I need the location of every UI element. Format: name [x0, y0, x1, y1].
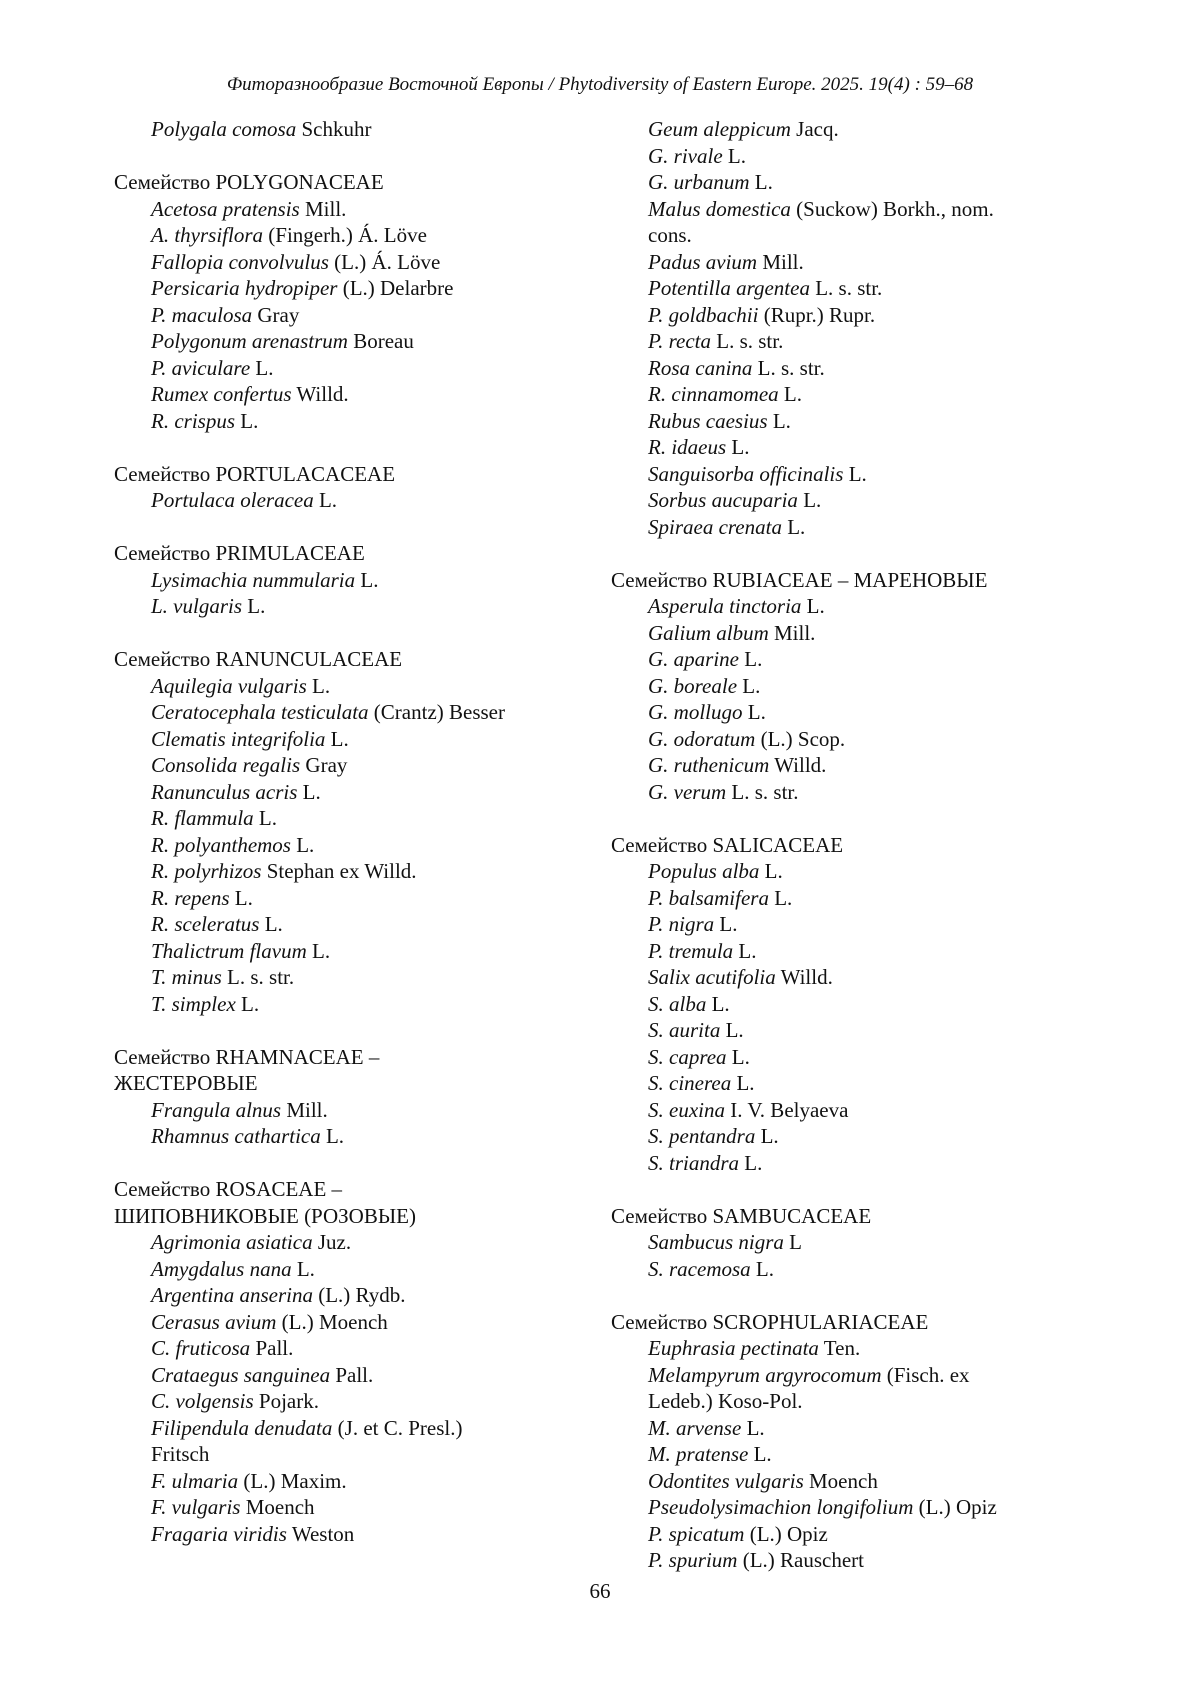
species-author: L.	[259, 806, 277, 830]
species-author: L.	[736, 1071, 754, 1095]
family-heading: Семейство ROSACEAE –	[114, 1176, 594, 1203]
species-author: Willd.	[781, 965, 833, 989]
species-entry	[611, 275, 1091, 302]
species-author: (L.) Moench	[282, 1310, 388, 1334]
species-author: Gray	[257, 303, 299, 327]
species-author: Willd.	[296, 382, 348, 406]
species-entry	[114, 1097, 594, 1124]
family-heading: Семейство RANUNCULACEAE	[114, 646, 594, 673]
species-entry	[611, 752, 1091, 779]
species-author: L.	[774, 886, 792, 910]
species-name: P. tremula	[648, 939, 733, 963]
species-name: Asperula tinctoria	[648, 594, 801, 618]
species-name: R. crispus	[151, 409, 235, 433]
left-column	[114, 116, 594, 1547]
species-entry	[611, 196, 1091, 223]
species-name: Clematis integrifolia	[151, 727, 325, 751]
species-author: (Rupr.) Rupr.	[764, 303, 875, 327]
species-author: L.	[319, 488, 337, 512]
species-name: Populus alba	[648, 859, 759, 883]
spacer	[611, 1282, 1091, 1309]
species-name: G. odoratum	[648, 727, 755, 751]
spacer	[114, 1150, 594, 1177]
species-author: L.	[247, 594, 265, 618]
species-name: Fallopia convolvulus	[151, 250, 329, 274]
species-author: L.	[738, 939, 756, 963]
species-author: L.	[241, 992, 259, 1016]
family-heading: Семейство RUBIACEAE – МАРЕНОВЫЕ	[611, 567, 1091, 594]
species-author: L.	[235, 886, 253, 910]
species-author: L.	[240, 409, 258, 433]
species-entry	[611, 911, 1091, 938]
species-name: F. ulmaria	[151, 1469, 238, 1493]
species-author: (Fingerh.) Á. Löve	[268, 223, 427, 247]
species-name: L. vulgaris	[151, 594, 242, 618]
species-entry	[114, 1282, 594, 1309]
species-name: T. minus	[151, 965, 222, 989]
species-entry	[114, 275, 594, 302]
species-entry	[611, 169, 1091, 196]
species-entry	[114, 1335, 594, 1362]
species-author: L.	[784, 382, 802, 406]
species-author: L.	[773, 409, 791, 433]
species-entry	[611, 673, 1091, 700]
family-heading: Семейство RHAMNACEAE –	[114, 1044, 594, 1071]
species-name: Aquilegia vulgaris	[151, 674, 307, 698]
species-name: S. aurita	[648, 1018, 720, 1042]
species-author: Moench	[809, 1469, 878, 1493]
species-name: P. maculosa	[151, 303, 252, 327]
species-author: Pojark.	[259, 1389, 319, 1413]
species-author: Ledeb.) Koso-Pol.	[648, 1389, 803, 1413]
species-entry	[611, 1415, 1091, 1442]
species-name: G. rivale	[648, 144, 723, 168]
family-heading: Семейство PRIMULACEAE	[114, 540, 594, 567]
spacer	[611, 805, 1091, 832]
species-name: S. pentandra	[648, 1124, 755, 1148]
species-author: L.	[297, 1257, 315, 1281]
species-author: L.	[719, 912, 737, 936]
species-name: Consolida regalis	[151, 753, 300, 777]
species-author: L.	[312, 674, 330, 698]
species-author: Jacq.	[796, 117, 839, 141]
species-entry	[611, 858, 1091, 885]
species-entry	[114, 1229, 594, 1256]
species-author: Schkuhr	[301, 117, 371, 141]
species-name: Salix acutifolia	[648, 965, 776, 989]
species-entry	[611, 1017, 1091, 1044]
species-author: L.	[755, 170, 773, 194]
species-entry	[611, 1229, 1091, 1256]
species-name: G. mollugo	[648, 700, 743, 724]
running-head: Фиторазнообразие Восточной Европы / Phytodiversity of Eastern Europe. 2025. 19(4) : 59–68	[0, 73, 1200, 97]
species-name: Padus avium	[648, 250, 757, 274]
species-entry	[611, 222, 1091, 249]
species-author: L. s. str.	[758, 356, 825, 380]
species-name: M. pratense	[648, 1442, 748, 1466]
species-name: R. flammula	[151, 806, 254, 830]
species-name: P. spurium	[648, 1548, 737, 1572]
species-entry	[114, 673, 594, 700]
species-entry	[114, 355, 594, 382]
species-name: R. polyrhizos	[151, 859, 261, 883]
species-entry	[114, 249, 594, 276]
species-author: L.	[803, 488, 821, 512]
species-author: L.	[360, 568, 378, 592]
species-entry	[611, 408, 1091, 435]
species-entry	[611, 779, 1091, 806]
species-author: Moench	[246, 1495, 315, 1519]
species-entry	[114, 832, 594, 859]
species-name: G. ruthenicum	[648, 753, 769, 777]
species-author: Gray	[305, 753, 347, 777]
species-entry	[611, 593, 1091, 620]
species-name: G. verum	[648, 780, 726, 804]
spacer	[114, 514, 594, 541]
species-entry	[611, 143, 1091, 170]
species-entry	[611, 1388, 1091, 1415]
species-entry	[611, 1521, 1091, 1548]
species-author: (L.) Delarbre	[343, 276, 454, 300]
species-name: S. euxina	[648, 1098, 725, 1122]
family-heading: Семейство SALICACEAE	[611, 832, 1091, 859]
species-author: Willd.	[774, 753, 826, 777]
species-author: Boreau	[353, 329, 414, 353]
species-entry	[611, 1441, 1091, 1468]
spacer	[114, 1017, 594, 1044]
species-entry	[114, 911, 594, 938]
species-entry	[114, 1309, 594, 1336]
species-author: (L.) Scop.	[761, 727, 846, 751]
species-name: Ranunculus acris	[151, 780, 297, 804]
species-author: L.	[742, 674, 760, 698]
species-name: S. caprea	[648, 1045, 727, 1069]
species-name: Sanguisorba officinalis	[648, 462, 843, 486]
species-entry	[611, 249, 1091, 276]
spacer	[114, 434, 594, 461]
species-entry	[611, 938, 1091, 965]
species-name: S. racemosa	[648, 1257, 751, 1281]
species-entry	[611, 487, 1091, 514]
family-heading: Семейство POLYGONACEAE	[114, 169, 594, 196]
species-name: P. spicatum	[648, 1522, 744, 1546]
species-entry	[611, 1123, 1091, 1150]
species-author: L.	[756, 1257, 774, 1281]
species-author: L. s. str.	[731, 780, 798, 804]
species-name: Cerasus avium	[151, 1310, 276, 1334]
species-author: L.	[744, 647, 762, 671]
species-name: Pseudolysimachion longifolium	[648, 1495, 913, 1519]
species-entry	[114, 805, 594, 832]
species-name: Malus domestica	[648, 197, 791, 221]
species-entry	[114, 779, 594, 806]
species-author: L.	[331, 727, 349, 751]
species-entry	[611, 461, 1091, 488]
species-entry	[611, 1362, 1091, 1389]
species-entry	[611, 1547, 1091, 1574]
species-name: Amygdalus nana	[151, 1257, 292, 1281]
species-name: Argentina anserina	[151, 1283, 313, 1307]
species-name: S. cinerea	[648, 1071, 731, 1095]
species-name: G. urbanum	[648, 170, 750, 194]
species-entry	[114, 593, 594, 620]
species-entry	[114, 116, 594, 143]
species-name: Portulaca oleracea	[151, 488, 314, 512]
species-name: Ceratocephala testiculata	[151, 700, 369, 724]
species-name: R. polyanthemos	[151, 833, 291, 857]
species-author: L. s. str.	[716, 329, 783, 353]
species-author: I. V. Belyaeva	[730, 1098, 848, 1122]
species-name: P. recta	[648, 329, 711, 353]
species-name: Galium album	[648, 621, 769, 645]
species-author: L.	[787, 515, 805, 539]
species-author: L.	[761, 1124, 779, 1148]
species-author: L.	[265, 912, 283, 936]
species-name: R. sceleratus	[151, 912, 259, 936]
species-author: (J. et C. Presl.)	[338, 1416, 463, 1440]
species-entry	[114, 1362, 594, 1389]
family-heading: ШИПОВНИКОВЫЕ (РОЗОВЫЕ)	[114, 1203, 594, 1230]
right-column	[611, 116, 1091, 1574]
species-author: L.	[303, 780, 321, 804]
species-name: Spiraea crenata	[648, 515, 782, 539]
species-entry	[114, 858, 594, 885]
species-author: (Suckow) Borkh., nom.	[796, 197, 994, 221]
species-entry	[611, 355, 1091, 382]
species-entry	[114, 726, 594, 753]
species-author: (L.) Opiz	[919, 1495, 997, 1519]
page-number: 66	[0, 1578, 1200, 1604]
species-entry	[114, 1521, 594, 1548]
species-author: Mill.	[774, 621, 815, 645]
species-name: Melampyrum argyrocomum	[648, 1363, 881, 1387]
species-author: Pall.	[255, 1336, 293, 1360]
species-author: L.	[255, 356, 273, 380]
species-name: T. simplex	[151, 992, 236, 1016]
species-author: L.	[765, 859, 783, 883]
species-entry	[114, 1468, 594, 1495]
species-name: M. arvense	[648, 1416, 741, 1440]
species-name: Thalictrum flavum	[151, 939, 307, 963]
species-author: (L.) Maxim.	[243, 1469, 346, 1493]
species-name: R. idaeus	[648, 435, 726, 459]
species-author: (L.) Á. Löve	[334, 250, 440, 274]
species-author: L.	[744, 1151, 762, 1175]
species-name: Sambucus nigra	[648, 1230, 784, 1254]
species-name: Fragaria viridis	[151, 1522, 287, 1546]
species-entry	[114, 1388, 594, 1415]
species-entry	[611, 1468, 1091, 1495]
species-name: G. boreale	[648, 674, 737, 698]
species-author: L.	[296, 833, 314, 857]
species-name: P. balsamifera	[648, 886, 769, 910]
species-author: L. s. str.	[227, 965, 294, 989]
species-entry	[611, 1150, 1091, 1177]
species-name: A. thyrsiflora	[151, 223, 263, 247]
species-entry	[611, 885, 1091, 912]
species-entry	[611, 381, 1091, 408]
species-entry	[611, 302, 1091, 329]
species-author: Stephan ex Willd.	[267, 859, 417, 883]
species-author: Mill.	[762, 250, 803, 274]
species-entry	[611, 1070, 1091, 1097]
species-author: (L.) Opiz	[750, 1522, 828, 1546]
species-author: Weston	[292, 1522, 354, 1546]
family-heading: Семейство SCROPHULARIACEAE	[611, 1309, 1091, 1336]
species-name: Acetosa pratensis	[151, 197, 300, 221]
species-entry	[114, 222, 594, 249]
species-name: Rubus caesius	[648, 409, 768, 433]
species-author: (Crantz) Besser	[374, 700, 505, 724]
species-name: Rosa canina	[648, 356, 752, 380]
species-entry	[114, 567, 594, 594]
species-author: L.	[326, 1124, 344, 1148]
species-entry	[114, 408, 594, 435]
species-entry	[611, 434, 1091, 461]
species-name: C. fruticosa	[151, 1336, 250, 1360]
species-entry	[611, 1494, 1091, 1521]
species-name: P. aviculare	[151, 356, 250, 380]
species-entry	[114, 1123, 594, 1150]
species-name: Persicaria hydropiper	[151, 276, 337, 300]
species-name: Euphrasia pectinata	[648, 1336, 819, 1360]
species-name: C. volgensis	[151, 1389, 254, 1413]
species-name: Potentilla argentea	[648, 276, 810, 300]
spacer	[611, 1176, 1091, 1203]
family-heading: Семейство PORTULACACEAE	[114, 461, 594, 488]
species-author: Fritsch	[151, 1442, 209, 1466]
species-name: Frangula alnus	[151, 1098, 281, 1122]
species-name: R. cinnamomea	[648, 382, 779, 406]
species-entry	[114, 1494, 594, 1521]
species-entry	[611, 699, 1091, 726]
spacer	[611, 540, 1091, 567]
species-entry	[611, 620, 1091, 647]
spacer	[114, 620, 594, 647]
species-name: S. triandra	[648, 1151, 739, 1175]
species-author: (L.) Rauschert	[743, 1548, 864, 1572]
species-entry	[611, 116, 1091, 143]
species-name: R. repens	[151, 886, 230, 910]
species-name: Agrimonia asiatica	[151, 1230, 313, 1254]
species-entry	[114, 885, 594, 912]
species-author: L	[789, 1230, 802, 1254]
species-entry	[611, 1335, 1091, 1362]
species-name: S. alba	[648, 992, 706, 1016]
species-author: L.	[732, 1045, 750, 1069]
species-author: L.	[726, 1018, 744, 1042]
species-entry	[114, 196, 594, 223]
species-entry	[114, 1415, 594, 1442]
species-name: Rumex confertus	[151, 382, 292, 406]
species-author: L.	[728, 144, 746, 168]
species-author: L.	[807, 594, 825, 618]
species-author: Mill.	[305, 197, 346, 221]
species-entry	[611, 646, 1091, 673]
species-entry	[114, 699, 594, 726]
species-entry	[611, 726, 1091, 753]
species-author: L.	[712, 992, 730, 1016]
species-entry	[611, 964, 1091, 991]
family-heading: Семейство SAMBUCACEAE	[611, 1203, 1091, 1230]
species-author: L. s. str.	[815, 276, 882, 300]
species-entry	[114, 938, 594, 965]
species-author: L.	[731, 435, 749, 459]
species-entry	[611, 514, 1091, 541]
species-name: Polygala comosa	[151, 117, 296, 141]
species-entry	[114, 328, 594, 355]
species-entry	[114, 991, 594, 1018]
species-author: L.	[748, 700, 766, 724]
species-entry	[114, 381, 594, 408]
species-entry	[114, 752, 594, 779]
species-author: L.	[312, 939, 330, 963]
species-name: Geum aleppicum	[648, 117, 791, 141]
species-author: Juz.	[318, 1230, 351, 1254]
species-name: Rhamnus cathartica	[151, 1124, 321, 1148]
species-name: Sorbus aucuparia	[648, 488, 798, 512]
species-entry	[114, 487, 594, 514]
species-name: F. vulgaris	[151, 1495, 240, 1519]
species-entry	[611, 1044, 1091, 1071]
species-entry	[114, 1441, 594, 1468]
species-entry	[114, 964, 594, 991]
species-author: L.	[747, 1416, 765, 1440]
species-author: L.	[754, 1442, 772, 1466]
species-name: Filipendula denudata	[151, 1416, 332, 1440]
spacer	[114, 143, 594, 170]
species-author: (L.) Rydb.	[318, 1283, 405, 1307]
species-entry	[114, 1256, 594, 1283]
species-name: P. nigra	[648, 912, 714, 936]
family-heading: ЖЕСТЕРОВЫЕ	[114, 1070, 594, 1097]
species-entry	[611, 991, 1091, 1018]
species-name: Lysimachia nummularia	[151, 568, 355, 592]
species-name: Crataegus sanguinea	[151, 1363, 330, 1387]
species-name: P. goldbachii	[648, 303, 758, 327]
species-name: Odontites vulgaris	[648, 1469, 804, 1493]
species-author: (Fisch. ex	[887, 1363, 970, 1387]
species-name: G. aparine	[648, 647, 739, 671]
species-entry	[114, 302, 594, 329]
species-author: Mill.	[286, 1098, 327, 1122]
species-author: L.	[849, 462, 867, 486]
species-name: Polygonum arenastrum	[151, 329, 348, 353]
species-author: cons.	[648, 223, 692, 247]
species-entry	[611, 328, 1091, 355]
species-entry	[611, 1256, 1091, 1283]
species-author: Ten.	[824, 1336, 860, 1360]
species-entry	[611, 1097, 1091, 1124]
species-author: Pall.	[335, 1363, 373, 1387]
